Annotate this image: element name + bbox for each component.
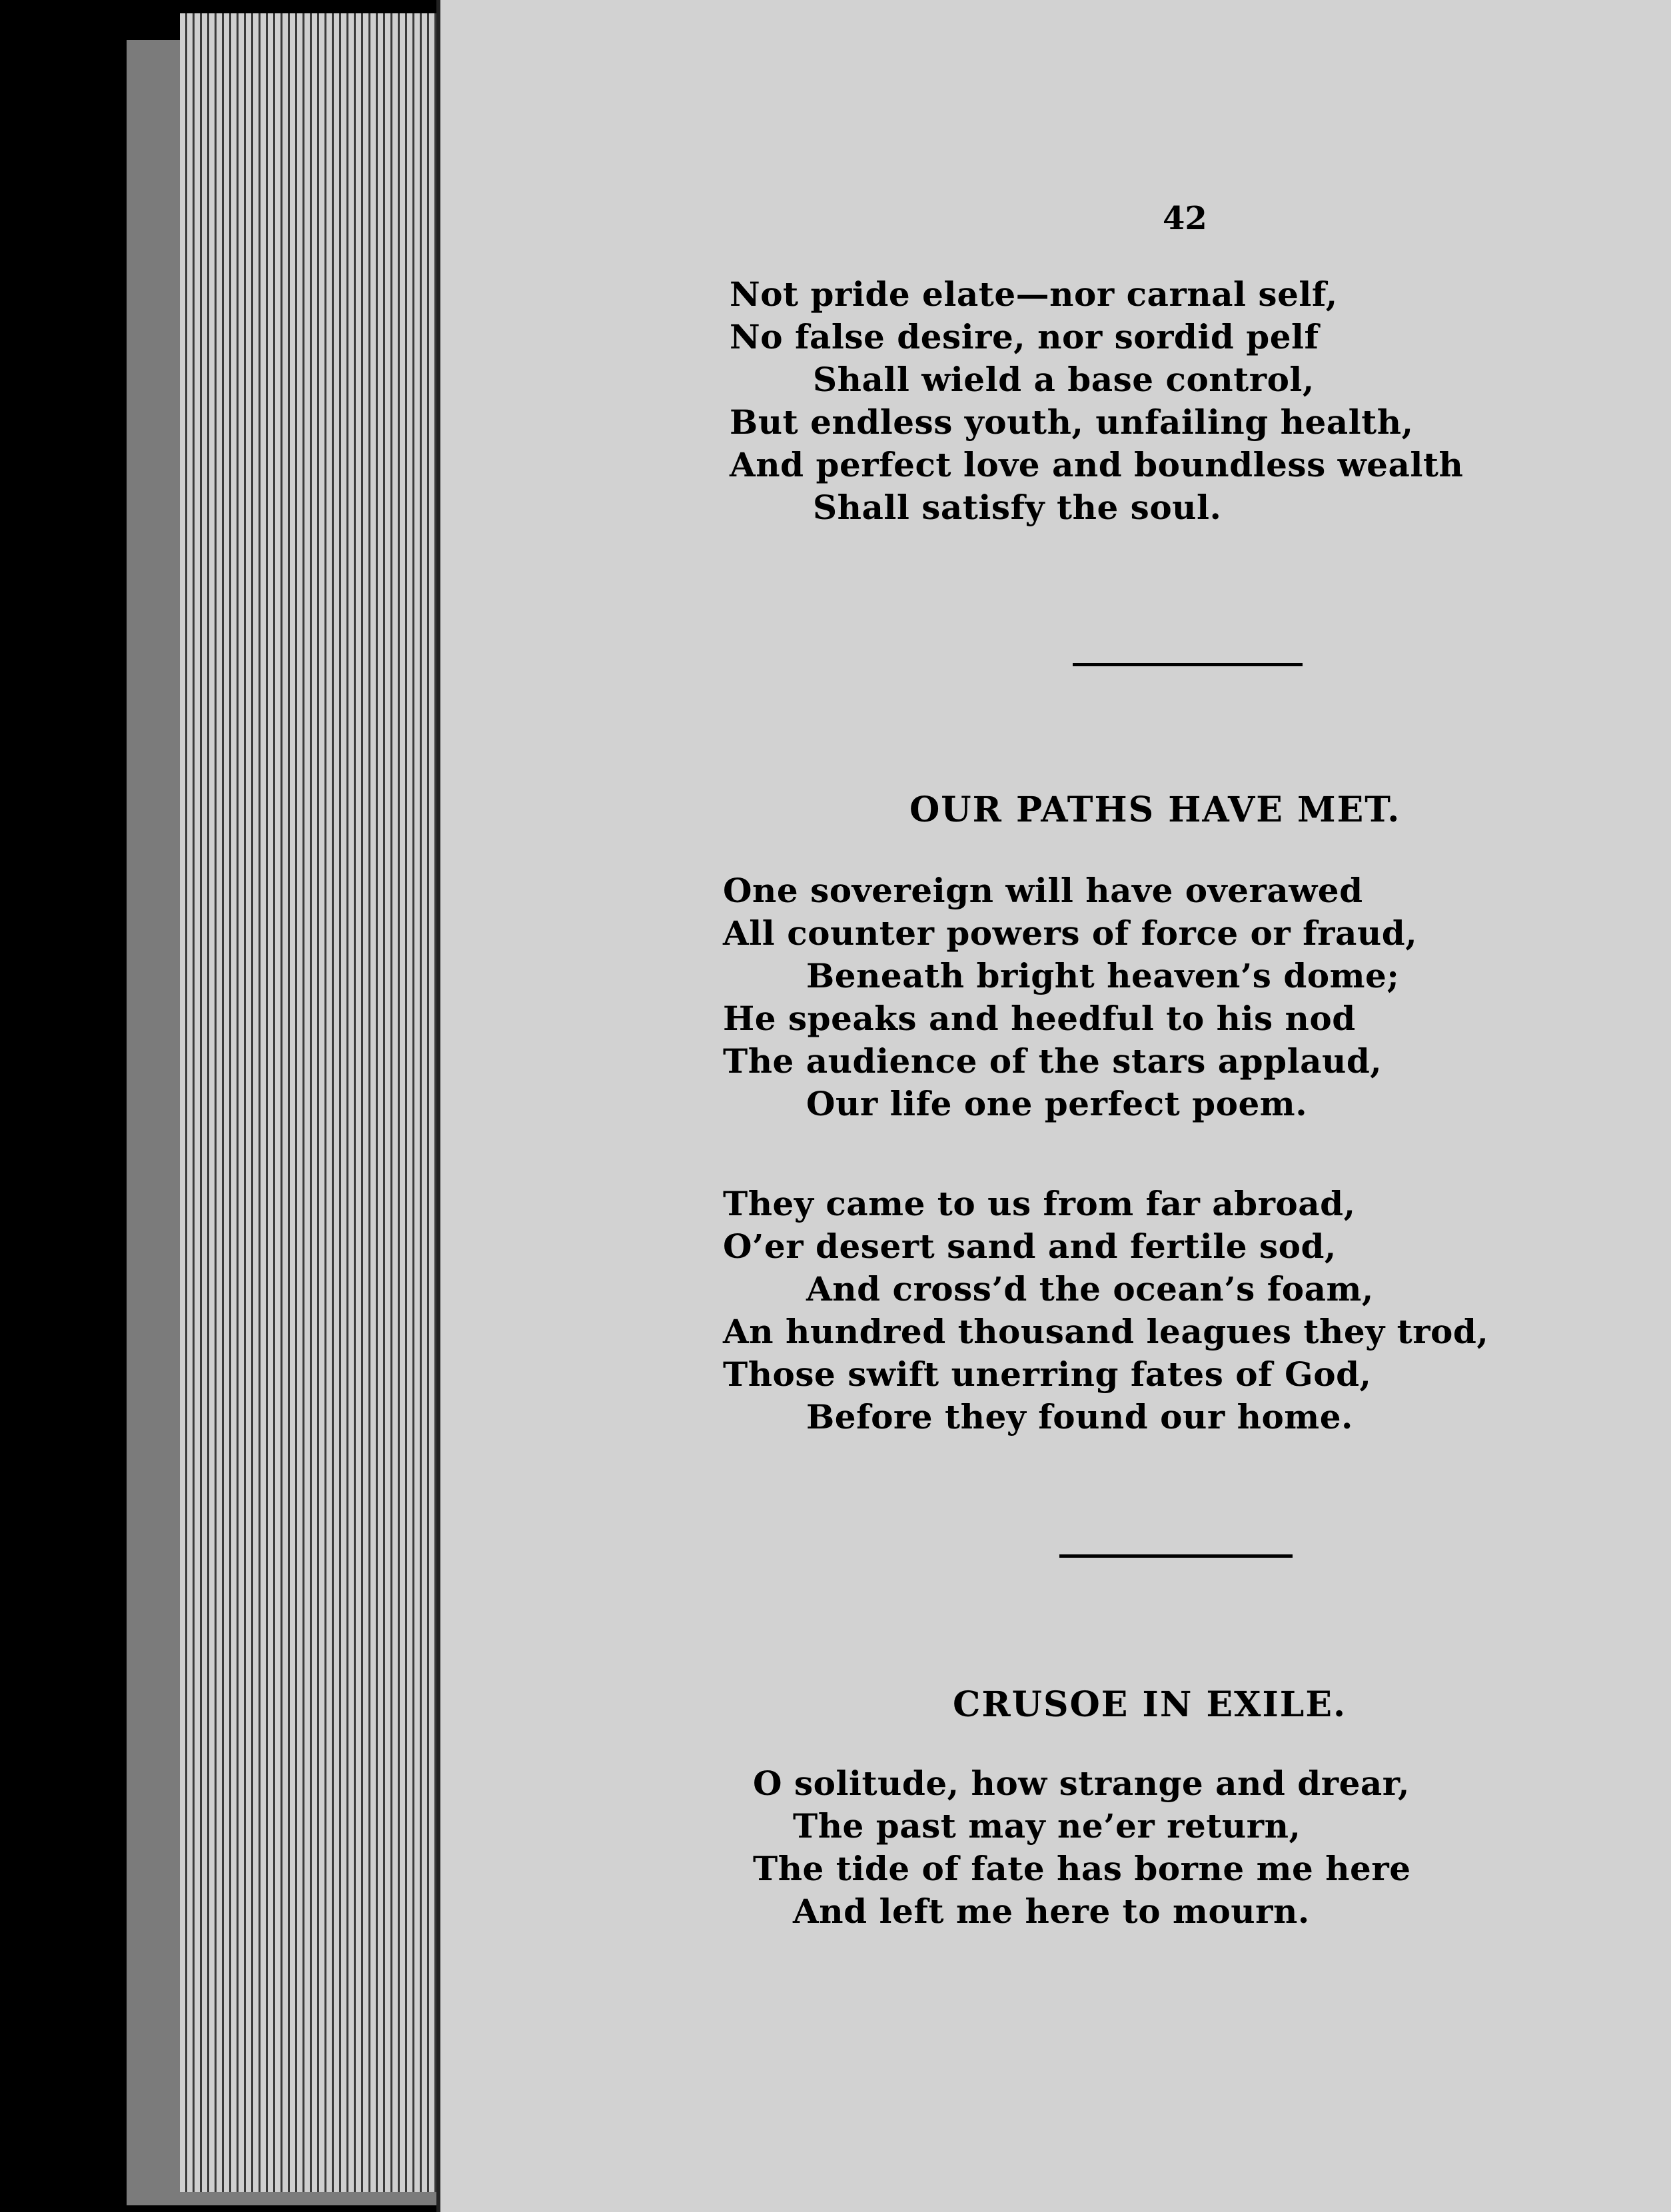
- poem-line: He speaks and heedful to his nod: [723, 999, 1356, 1038]
- poem-stanza: [723, 869, 1417, 1125]
- poem-line: But endless youth, unfailing health,: [730, 402, 1414, 442]
- poem-line: And perfect love and boundless wealth: [730, 445, 1464, 484]
- poem-line: And cross’d the ocean’s foam,: [806, 1269, 1374, 1309]
- poem-line: No false desire, nor sordid pelf: [730, 317, 1319, 356]
- poem-line: And left me here to mourn.: [793, 1892, 1310, 1931]
- poem-line: All counter powers of force or fraud,: [723, 913, 1418, 953]
- poem-line: An hundred thousand leagues they trod,: [723, 1312, 1489, 1351]
- poem-line: The audience of the stars applaud,: [723, 1041, 1383, 1081]
- poem-line: The tide of fate has borne me here: [753, 1849, 1411, 1888]
- poem-line: The past may ne’er return,: [793, 1806, 1301, 1846]
- poem-stanza: [723, 1183, 1488, 1438]
- page-number: 42: [1163, 200, 1207, 237]
- poem-line: Beneath bright heaven’s dome;: [806, 956, 1400, 995]
- poem-line: O solitude, how strange and drear,: [753, 1764, 1410, 1803]
- page-stack-edges: [180, 13, 466, 2192]
- poem-line: They came to us from far abroad,: [723, 1184, 1356, 1223]
- poem-line: Not pride elate—nor carnal self,: [730, 275, 1338, 314]
- page-content: [436, 0, 1671, 2212]
- poem-title: OUR PATHS HAVE MET.: [909, 790, 1401, 830]
- poem-line: Shall wield a base control,: [813, 360, 1315, 399]
- poem-line: Before they found our home.: [806, 1397, 1353, 1436]
- poem-line: One sovereign will have overawed: [723, 871, 1363, 910]
- poem-stanza: [753, 1762, 1411, 1933]
- section-divider: [1059, 1554, 1293, 1558]
- poem-line: Shall satisfy the soul.: [813, 488, 1222, 527]
- poem-title: CRUSOE IN EXILE.: [953, 1684, 1347, 1725]
- opening-stanza: [730, 273, 1463, 529]
- poem-line: O’er desert sand and fertile sod,: [723, 1227, 1337, 1266]
- section-divider: [1073, 663, 1303, 666]
- poem-line: Our life one perfect poem.: [806, 1084, 1308, 1123]
- poem-line: Those swift unerring fates of God,: [723, 1355, 1372, 1394]
